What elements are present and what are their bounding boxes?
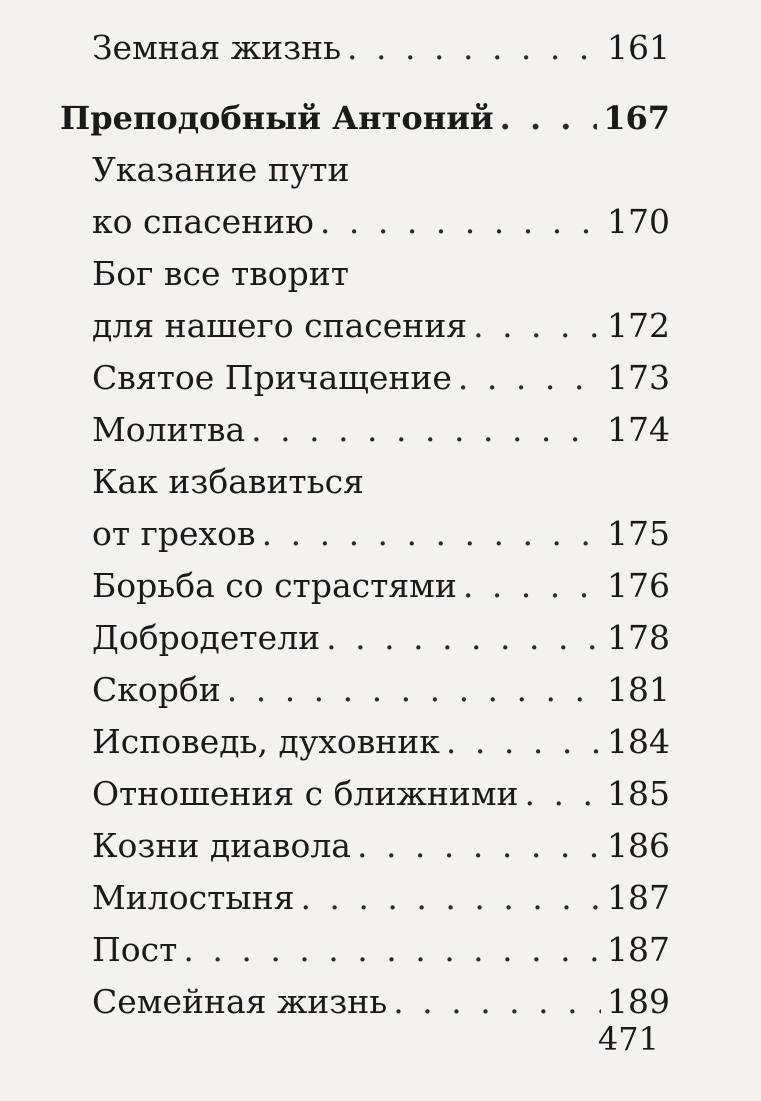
- toc-entry-kak-izbavitsya: [60, 456, 670, 560]
- toc-entry-zemnaya-zhizn: [60, 22, 670, 74]
- toc-entry-title: Как избавиться: [92, 462, 364, 501]
- dot-leader: [446, 716, 601, 768]
- toc-entry-page: 172: [607, 306, 670, 345]
- toc-entry-title: Борьба со страстями: [92, 566, 457, 605]
- toc-entry-molitva: [60, 404, 670, 456]
- toc-entry-skorbi: [60, 664, 670, 716]
- dot-leader: [458, 352, 601, 404]
- toc-entry-page: 161: [607, 28, 670, 67]
- toc-entry-title-cont: от грехов: [92, 514, 256, 553]
- toc-entry-svyatoe-prichaschenie: [60, 352, 670, 404]
- toc-entry-ispoved-duhovnik: [60, 716, 670, 768]
- toc-entry-prepodobny-antony: [60, 92, 670, 144]
- toc-entry-title: Добродетели: [92, 618, 321, 657]
- toc-section-title: Преподобный Антоний: [60, 99, 494, 137]
- toc-entry-kozni-diavola: [60, 820, 670, 872]
- table-of-contents: [60, 22, 670, 1028]
- toc-entry-ukazanie-puti: [60, 144, 670, 248]
- dot-leader: [262, 508, 601, 560]
- dot-leader: [393, 976, 601, 1028]
- toc-entry-page: 175: [607, 514, 670, 553]
- toc-entry-title: Исповедь, духовник: [92, 722, 440, 761]
- dot-leader: [320, 196, 601, 248]
- toc-entry-title: Бог все творит: [92, 254, 350, 293]
- toc-entry-page: 167: [603, 99, 670, 137]
- toc-entry-page: 176: [607, 566, 670, 605]
- toc-entry-page: 187: [607, 878, 670, 917]
- dot-leader: [300, 872, 601, 924]
- toc-entry-page: 184: [607, 722, 670, 761]
- dot-leader: [525, 768, 602, 820]
- toc-entry-page: 174: [607, 410, 670, 449]
- toc-entry-page: 189: [607, 982, 670, 1021]
- toc-entry-title-cont: ко спасению: [92, 202, 314, 241]
- toc-entry-title: Козни диавола: [92, 826, 351, 865]
- dot-leader: [183, 924, 601, 976]
- toc-entry-title: Святое Причащение: [92, 358, 452, 397]
- toc-entry-page: 178: [607, 618, 670, 657]
- toc-entry-title: Скорби: [92, 670, 221, 709]
- toc-entry-milostynya: [60, 872, 670, 924]
- toc-entry-page: 181: [607, 670, 670, 709]
- dot-leader: [357, 820, 601, 872]
- toc-entry-title: Молитва: [92, 410, 246, 449]
- page-number: 471: [597, 1020, 659, 1058]
- toc-entry-semeynaya-zhizn: [60, 976, 670, 1028]
- toc-entry-post: [60, 924, 670, 976]
- toc-entry-title: Семейная жизнь: [92, 982, 388, 1021]
- toc-entry-title: Пост: [92, 930, 178, 969]
- toc-entry-title: Милостыня: [92, 878, 295, 917]
- dot-leader: [227, 664, 601, 716]
- toc-entry-title-cont: для нашего спасения: [92, 306, 468, 345]
- dot-leader: [500, 92, 598, 144]
- toc-entry-dobrodeteli: [60, 612, 670, 664]
- dot-leader: [463, 560, 601, 612]
- toc-entry-title: Отношения с ближними: [92, 774, 519, 813]
- toc-entry-borba-so-strastyami: [60, 560, 670, 612]
- toc-entry-title: Указание пути: [92, 150, 350, 189]
- dot-leader: [326, 612, 601, 664]
- toc-entry-page: 185: [607, 774, 670, 813]
- toc-entry-bog-vse-tvorit: [60, 248, 670, 352]
- toc-entry-page: 187: [607, 930, 670, 969]
- dot-leader: [251, 404, 601, 456]
- toc-entry-otnosheniya-s-blizhnimi: [60, 768, 670, 820]
- toc-entry-title: Земная жизнь: [92, 28, 342, 67]
- toc-entry-page: 173: [607, 358, 670, 397]
- dot-leader: [473, 300, 601, 352]
- toc-entry-page: 170: [607, 202, 670, 241]
- toc-entry-page: 186: [607, 826, 670, 865]
- dot-leader: [347, 22, 601, 74]
